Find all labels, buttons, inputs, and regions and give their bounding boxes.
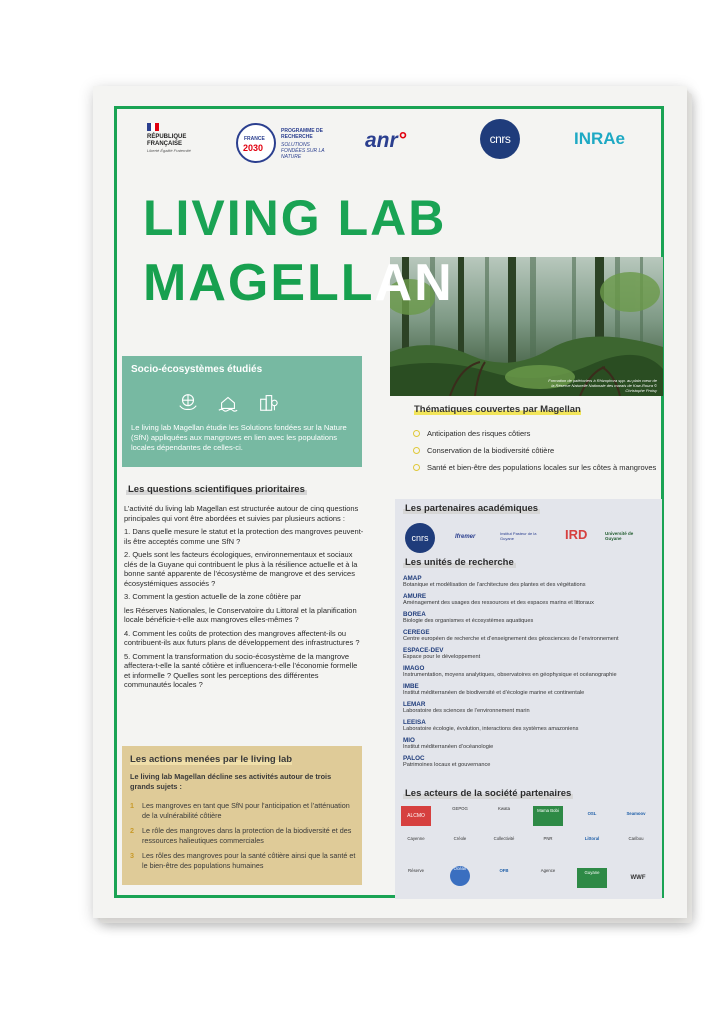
unit-code: IMBE [403,683,419,690]
solutions-label: SOLUTIONS FONDÉES SUR LA NATURE [281,142,325,160]
action-text: Les rôles des mangroves pour la santé côtière ainsi que la santé et le bien-être des populations humaines [142,851,356,870]
france-2030-logo [236,123,336,163]
partner-logo: Réserve [407,868,424,873]
unit-name: Centre européen de recherche et d’enseignement des géosciences de l’environnement [403,636,619,642]
partner-logo: Créole [453,836,467,841]
question-3b: les Réserves Nationales, le Conservatoire du Littoral et la planification locale bénéficie-t-elle aux mangroves elles-mêmes ? [124,605,357,624]
photo-credit: Formation de palétuviers à Rhizophora spp. au plain cœur de la Réserve Naturelle Nationale des marais de Kaw-Roura © Christophe Proisy [548,378,657,393]
republique-label: RÉPUBLIQUE FRANÇAISE [147,134,187,147]
unit-name: Institut méditerranéen de biodiversité et d’écologie marine et continentale [403,690,585,696]
list-item [130,851,356,870]
list-item [403,629,658,643]
actions-box [122,746,362,885]
unit-code: AMURE [403,593,427,600]
anr-logo: anr° [365,129,407,152]
poster-sheet [93,86,687,918]
anr-label: anr [365,129,398,152]
bullet-icon [413,464,420,471]
bullet-icon [413,447,420,454]
partner-logo: Collectivité [493,836,515,841]
question-5: 5. Comment la transformation du socio-écosystème de la mangrove affectera-t-elle la santé côtière et influencera-t-elle l’économie formelle et informelle ? Quelles sont les perceptions des différentes communautés locales ? [124,651,358,689]
title-magellan [143,253,454,313]
unit-name: Patrimoines locaux et gouvernance [403,762,491,768]
institut-pasteur-logo: Institut Pasteur de la Guyane [500,531,537,541]
partner-logo: Littoral [584,836,600,841]
action-number: 1 [130,801,134,810]
unit-code: LEMAR [403,701,426,708]
partner-logo: OFB [499,868,509,873]
thematiques-list [413,429,658,480]
unit-code: PALOC [403,755,425,762]
actions-heading-text: Les actions menées par le living lab [130,754,293,765]
bullet-icon [413,430,420,437]
partner-logo: Mama Bobi [533,806,563,826]
republique-francaise-logo [147,123,207,153]
list-item [413,463,658,473]
thematique-label: Santé et bien-être des populations locales sur les côtes à mangroves [427,463,657,472]
unit-code: CEREGE [403,629,430,636]
unit-code: MIO [403,737,415,744]
questions-body [124,504,364,694]
partner-logo: Océan [450,866,470,886]
partner-logo: Kwata [498,806,510,811]
republique-motto: Liberté Égalité Fraternité [147,148,191,153]
cnrs-logo: cnrs [480,119,520,159]
action-number: 3 [130,851,134,860]
socio-heading: Socio-écosystèmes étudiés [131,364,263,375]
academic-logos [405,523,655,553]
logo-bar [133,111,653,171]
list-item [413,429,658,439]
unites-heading [403,557,516,568]
unit-name: Institut méditerranéen d’océanologie [403,744,494,750]
unites-heading-text: Les unités de recherche [405,557,514,568]
globe-hands-icon [177,391,199,413]
inrae-logo: INRAe [574,129,626,148]
list-item [403,647,658,661]
house-water-icon [217,391,239,413]
france-2030-top: FRANCE [244,136,265,142]
question-4: 4. Comment les coûts de protection des mangroves affectent-ils ou contribuent-ils aux futurs plans de développement des infrastructures ? [124,628,360,647]
list-item [403,575,658,589]
socio-text: Le living lab Magellan étudie les Solutions fondées sur la Nature (SfN) appliquées aux mangroves en lien avec les populations locales dépendantes de celles-ci. [131,423,347,452]
partners-panel [395,499,662,899]
cnrs-partner-logo: cnrs [405,523,435,553]
actions-list [130,801,356,876]
question-3a: 3. Comment la gestion actuelle de la zone côtière par [124,592,302,601]
units-list [403,575,658,773]
list-item [403,683,658,697]
partner-logo: GEPOG [452,806,468,811]
societe-heading-text: Les acteurs de la société partenaires [405,788,572,799]
actions-intro: Le living lab Magellan décline ses activités autour de trois grands sujets : [130,772,332,791]
unit-name: Instrumentation, moyens analytiques, observatoires en géophysique et océanographie [403,672,617,678]
academiques-heading-text: Les partenaires académiques [405,503,539,514]
france-2030-year: 2030 [243,143,264,153]
questions-intro: L’activité du living lab Magellan est structurée autour de cinq questions principales qui vont être abordées et suivies par plusieurs actions : [124,504,359,523]
action-text: Le rôle des mangroves dans la protection de la biodiversité et des ressources halieutiques commerciales [142,826,352,845]
questions-heading [126,484,307,495]
thematique-label: Conservation de la biodiversité côtière [427,446,555,455]
list-item [413,446,658,456]
socio-ecosystemes-box [122,356,362,467]
unit-code: AMAP [403,575,422,582]
thematique-label: Anticipation des risques côtiers [427,429,531,438]
list-item [403,737,658,751]
list-item [403,665,658,679]
partner-logo: OSL [587,811,597,816]
unit-code: BOREA [403,611,426,618]
list-item [130,801,356,820]
universite-guyane-logo: Université de Guyane [605,531,634,541]
action-text: Les mangroves en tant que SfN pour l’anticipation et l’atténuation de la vulnérabilité côtière [142,801,350,820]
partner-logo: PNR [543,836,553,841]
title-magellan-white: AN [374,254,454,312]
ifremer-logo: Ifremer [455,534,476,540]
french-flag-icon [147,123,159,131]
societe-heading [403,788,573,799]
unit-name: Botanique et modélisation de l’architecture des plantes et des végétations [403,582,586,588]
societe-logos [401,806,659,894]
partner-logo: Cayenne [407,836,425,841]
title-magellan-green: MAGELL [143,254,375,312]
unit-name: Aménagement des usages des ressources et des espaces marins et littoraux [403,600,594,606]
title-living-lab: LIVING LAB [143,190,447,246]
partner-logo: Caribou [628,836,644,841]
unit-name: Espace pour le développement [403,654,481,660]
wwf-logo: WWF [630,875,646,881]
unit-name: Laboratoire des sciences de l’environnement marin [403,708,530,714]
question-2: 2. Quels sont les facteurs écologiques, environnementaux et sociaux clés de la Guyane qui contribuent le plus à la résilience actuelle et à la bonne santé apparente de l’écosystème de mangrove et des services écosystémiques associés ? [124,550,358,588]
action-number: 2 [130,826,134,835]
city-tree-icon [257,391,279,413]
list-item [403,719,658,733]
partner-logo: Seamoov [626,811,646,816]
unit-code: LEEISA [403,719,426,726]
list-item [403,593,658,607]
questions-heading-text: Les questions scientifiques prioritaires [128,484,305,495]
programme-label: PROGRAMME DE RECHERCHE [281,128,323,140]
list-item [403,611,658,625]
partner-logo: Guyane [577,868,607,888]
partner-logo: Agence [540,868,556,873]
list-item [403,755,658,769]
unit-code: IMAGO [403,665,425,672]
list-item [130,826,356,845]
academiques-heading [403,503,540,514]
partner-logo: ALCMO [401,806,431,826]
unit-name: Laboratoire écologie, évolution, interactions des systèmes amazoniens [403,726,579,732]
list-item [403,701,658,715]
unit-name: Biologie des organismes et écosystèmes aquatiques [403,618,534,624]
ird-logo: IRD [565,527,588,542]
thematiques-heading [414,404,581,415]
actions-heading [130,754,292,765]
thematiques-heading-text: Thématiques couvertes par Magellan [414,404,581,415]
question-1: 1. Dans quelle mesure le statut et la protection des mangroves peuvent-ils être acceptés comme une SfN ? [124,527,364,546]
france-2030-circle [236,123,276,163]
socio-icons [177,391,279,413]
unit-code: ESPACE-DEV [403,647,444,654]
